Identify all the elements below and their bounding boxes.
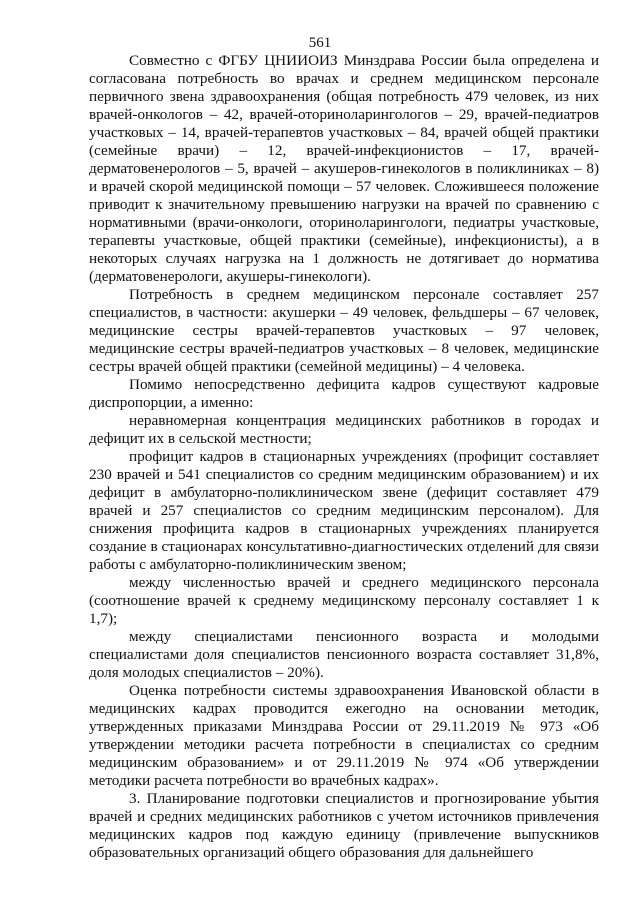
page-number: 561 <box>308 35 332 51</box>
paragraph-needs-assessment: Оценка потребности системы здравоохранения Ивановской области в медицинских кадрах проводится ежегодно на основании методик, утвержденных приказами Минздрава России от 29.11.2019 № 973 «Об утверждении методики расчета потребности в специалистах со средним медицинским образованием» и от 29.11.2019 № 974 «Об утверждении методики расчета потребности во врачебных кадрах». <box>89 682 599 789</box>
paragraph-inpatient-surplus: профицит кадров в стационарных учреждениях (профицит составляет 230 врачей и 541 специалистов со средним медицинским образованием) и их дефицит в амбулаторно-поликлиническом звене (дефицит составляет 479 врачей и 257 специалистов со средним медицинским персоналом). Для снижения профицита кадров в стационарных учреждениях планируется создание в стационарах консультативно-диагностических отделений для связи работы с амбулаторно-поликлиническим звеном; <box>89 448 599 573</box>
paragraph-disproportions-intro: Помимо непосредственно дефицита кадров существуют кадровые диспропорции, а именно: <box>89 376 599 411</box>
paragraph-urban-rural: неравномерная концентрация медицинских работников в городах и дефицит их в сельской местности; <box>89 412 599 447</box>
paragraph-nursing-needs: Потребность в среднем медицинском персонале составляет 257 специалистов, в частности: акушерки – 49 человек, фельдшеры – 67 человек, медицинские сестры врачей-терапевтов участковых – 97 человек, медицинские сестры врачей-педиатров участковых – 8 человек, медицинские сестры врачей общей практики (семейной медицины) – 4 человека. <box>89 286 599 375</box>
paragraph-doctor-nurse-ratio: между численностью врачей и среднего медицинского персонала (соотношение врачей к среднему медицинскому персоналу составляет 1 к 1,7); <box>89 574 599 627</box>
paragraph-staff-needs: Совместно с ФГБУ ЦНИИОИЗ Минздрава России была определена и согласована потребность во врачах и среднем медицинском персонале первичного звена здравоохранения (общая потребность 479 человек, из них врачей-онкологов – 42, врачей-оториноларингологов – 29, врачей-педиатров участковых – 14, врачей-терапевтов участковых – 84, врачей общей практики (семейные врачи) – 12, врачей-инфекционистов – 17, врачей-дерматовенерологов – 5, врачей – акушеров-гинекологов в поликлиниках – 8) и врачей скорой медицинской помощи – 57 человек. Сложившееся положение приводит к значительному превышению нагрузки на врачей по сравнению с нормативными (врачи-онкологи, оториноларингологи, педиатры участковые, терапевты участковые, общей практики (семейные), инфекционисты), а в некоторых случаях нагрузка на 1 должность не дотягивает до норматива (дерматовенерологи, акушеры-гинекологи). <box>89 52 599 285</box>
paragraph-planning: 3. Планирование подготовки специалистов и прогнозирование убытия врачей и средних медицинских работников с учетом источников привлечения медицинских кадров под каждую единицу (привлечение выпускников образовательных организаций общего образования для дальнейшего <box>89 790 599 861</box>
body-text <box>89 52 599 862</box>
paragraph-age-structure: между специалистами пенсионного возраста и молодыми специалистами доля специалистов пенсионного возраста составляет 31,8%, доля молодых специалистов – 20%). <box>89 628 599 681</box>
